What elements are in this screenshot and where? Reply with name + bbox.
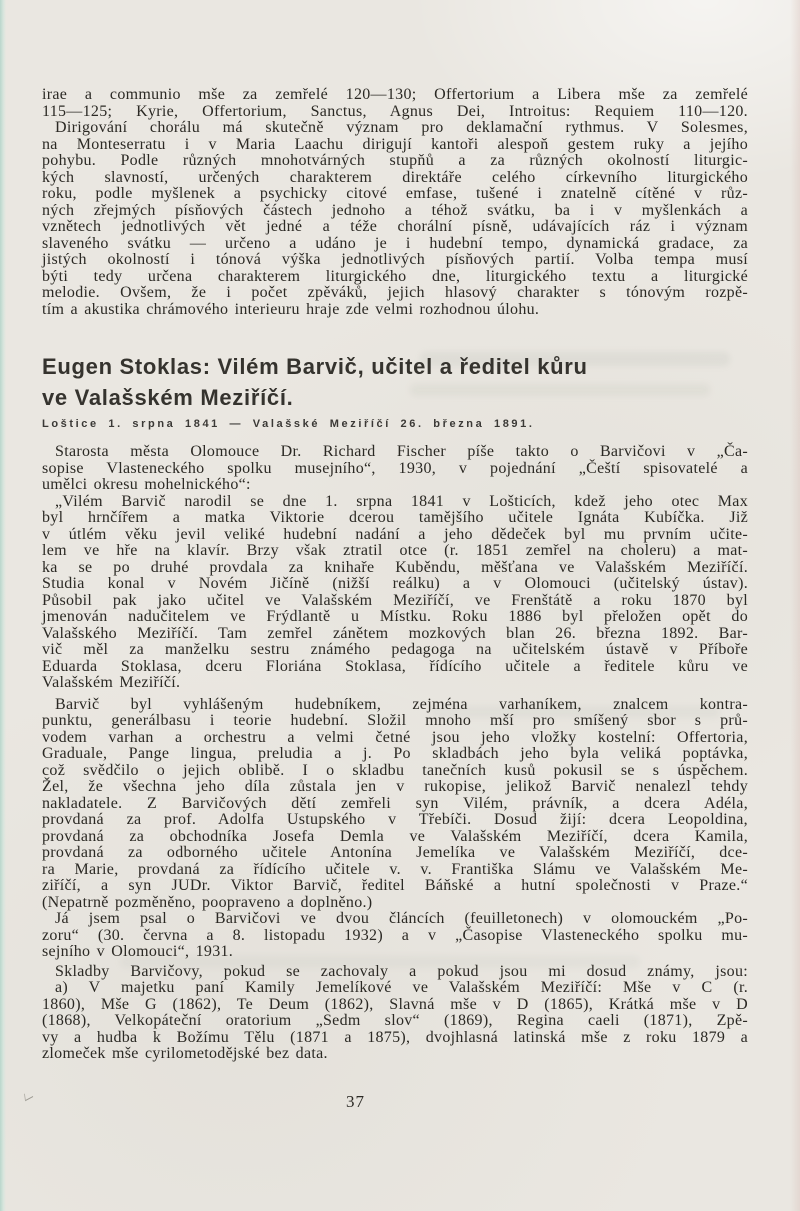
text-line: 1860), Mše G (1862), Te Deum (1862), Slavná mše v D (1865), Krátká mše v D	[42, 995, 748, 1013]
text-line: irae a communio mše za zemřelé 120—130; Offertorium a Libera mše za zemřelé	[42, 86, 748, 103]
text-line: (Nepatrně pozměněno, poopraveno a doplněno.)	[42, 893, 373, 911]
text-line: vy a hudba k Božímu Tělu (1871 a 1875), dvojhlasná latinská mše z roku 1879 a	[42, 1028, 748, 1046]
text-line: byl hrnčířem a matka Viktorie dcerou tamějšího učitele Ignáta Kubíčka. Již	[42, 509, 748, 526]
text-line: v útlém věku jevil veliké hudební nadání a jeho dědeček byl mu prvním učite-	[42, 525, 748, 543]
text-line: zoru“ (30. června a 8. listopadu 1932) a v „Časopise Vlasteneckého spolku mu-	[42, 926, 748, 944]
text-line: melodie. Ovšem, že i počet zpěváků, jejich hlasový charakter s tónovým rozpě-	[42, 284, 748, 301]
text-line: ka se po druhé provdala za knihaře Kuběndu, měšťana ve Valašském Meziříčí.	[42, 558, 748, 576]
text-line: jistých okolností i tónová výška jednotlivých písňových partií. Volba tempa musí	[42, 251, 748, 268]
text-line: jmenován nadučitelem ve Frýdlantě u Místku. Roku 1886 byl přeložen opět do	[42, 608, 748, 625]
text-line: Valašském Meziříčí.	[42, 674, 181, 691]
text-line: 115—125; Kyrie, Offertorium, Sanctus, Agnus Dei, Introitus: Requiem 110—120.	[42, 102, 748, 120]
paragraph	[42, 494, 748, 692]
text-line: vodem varhan a orchestru a velmi četné jsou jeho vložky kostelní: Offertoria,	[42, 728, 748, 746]
text-line: Graduale, Pange lingua, preludia a j. Po skladbách jeho byla veliká poptávka,	[42, 745, 748, 762]
article-heading	[42, 351, 748, 413]
text-line: provdaná za obchodníka Josefa Demla ve Valašském Meziříčí, dcera Kamila,	[42, 827, 748, 845]
text-line: roku, podle myšlenek a psychicky citové emfase, tušené i znatelně cítěné v růz-	[42, 185, 748, 202]
text-line: Dirigování chorálu má skutečně význam pro deklamační rythmus. V Solesmes,	[55, 119, 748, 136]
text-line: umělci okresu mohelnického“:	[42, 476, 251, 493]
text-line: Skladby Barvičovy, pokud se zachovaly a pokud jsou mi dosud známy, jsou:	[55, 962, 748, 980]
text-line: nakladatele. Z Barvičových dětí zemřeli syn Vilém, právník, a dcera Adéla,	[42, 794, 748, 812]
text-line: ziříčí, a syn JUDr. Viktor Barvič, ředitel Báňské a hutní společnosti v Praze.“	[42, 877, 748, 894]
text-line: Studia konal v Novém Jičíně (nižší reálku) a v Olomouci (učitelský ústav).	[42, 575, 748, 592]
text-line: „Vilém Barvič narodil se dne 1. srpna 1841 v Lošticích, kdež jeho otec Max	[55, 492, 748, 510]
page-number: 37	[346, 1092, 365, 1111]
ink-speck	[24, 1090, 33, 1101]
text-line: punktu, generálbasu i teorie hudební. Složil mnoho mší pro smíšený sbor s prů-	[42, 712, 748, 729]
paragraph	[42, 120, 748, 318]
text-line: Valašského Meziříčí. Tam zemřel zánětem mozkových blan 26. března 1892. Bar-	[42, 624, 748, 642]
paragraph	[42, 895, 748, 912]
page-content	[42, 87, 748, 1063]
article-dateline: Loštice 1. srpna 1841 — Valašské Meziříčí 26. března 1891.	[42, 418, 535, 430]
intro-text-block	[42, 87, 748, 318]
paragraph	[42, 980, 748, 1063]
text-line: provdaná za odborného učitele Antonína Jemelíka ve Valašském Meziříčí, dce-	[42, 844, 748, 861]
text-line: vič měl za manželku sestru známého pedagoga na učitelském ústavě v Příboře	[42, 641, 748, 658]
article-body-block	[42, 444, 748, 1063]
text-line: Já jsem psal o Barvičovi ve dvou článcích (feuilletonech) v olomouckém „Po-	[55, 910, 748, 927]
text-line: býti tedy určena charakterem liturgického dne, liturgického textu a liturgické	[42, 267, 748, 285]
text-line: lem ve hře na klavír. Brzy však ztratil otce (r. 1851 zemřel na choleru) a mat-	[42, 542, 748, 559]
paper-right-edge	[790, 0, 800, 1211]
paragraph	[42, 444, 748, 494]
article-heading-line1: Eugen Stoklas: Vilém Barvič, učitel a ředitel kůru	[42, 354, 588, 379]
text-line: ra Marie, provdaná za řídícího učitele v. v. Františka Slámu ve Valašském Me-	[42, 860, 748, 878]
text-line: Působil pak jako učitel ve Valašském Meziříčí, ve Frenštátě a roku 1870 byl	[42, 591, 748, 609]
text-line: vznětech jednotlivých vět jedné a téže chorální písně, udávajících ráz i význam	[42, 218, 748, 235]
text-line: Starosta města Olomouce Dr. Richard Fischer píše takto o Barvičovi v „Ča-	[55, 443, 748, 460]
text-line: (1868), Velkopáteční oratorium „Sedm slov“ (1869), Regina caeli (1871), Zpě-	[42, 1012, 748, 1029]
paragraph	[42, 87, 748, 120]
text-line: tím a akustika chrámového interieuru hraje zde velmi rozhodnou úlohu.	[42, 300, 540, 318]
text-line: pohybu. Podle různých mnohotvárných stupňů a za různých okolností liturgic-	[42, 152, 748, 169]
text-line: zlomeček mše cyrilometodějské bez data.	[42, 1045, 328, 1062]
text-line: což svědčilo o jejich oblibě. I o skladbu tanečních kusů pokusil se s úspěchem.	[42, 761, 748, 779]
paragraph	[42, 964, 748, 981]
text-line: Barvič byl vyhlášeným hudebníkem, zejména varhaníkem, znalcem kontra-	[55, 695, 748, 713]
text-line: ných zřejmých písňových částech jednoho a téhož svátku, ba i v myšlenkách a	[42, 201, 748, 219]
text-line: provdaná za prof. Adolfa Ustupského v Třebíči. Dosud žijí: dcera Leopoldina,	[42, 811, 748, 828]
text-line: Eduarda Stoklasa, dceru Floriána Stoklasa, řídícího učitele a ředitele kůru ve	[42, 657, 748, 675]
paragraph	[42, 697, 748, 895]
text-line: na Monteserratu i v Maria Laachu dirigují kantoři alespoň gestem ruky a jejího	[42, 135, 748, 153]
text-line: sopise Vlasteneckého spolku musejního“, 1930, v pojednání „Čeští spisovatelé a	[42, 459, 748, 477]
text-line: Žel, že všechna jeho díla zůstala jen v rukopise, jelikož Barvič nenalezl tehdy	[42, 778, 748, 795]
text-line: a) V majetku paní Kamily Jemelíkové ve Valašském Meziříčí: Mše v C (r.	[55, 979, 748, 996]
text-line: kých slavností, určených charakterem direktáře celého církevního liturgického	[42, 168, 748, 186]
text-line: sejního v Olomouci“, 1931.	[42, 943, 234, 960]
text-line: slaveného svátku — určeno a udáno je i hudební tempo, dynamická gradace, za	[42, 234, 748, 252]
article-heading-line2: ve Valašském Meziříčí.	[42, 385, 294, 410]
paragraph	[42, 911, 748, 961]
paper-left-edge	[0, 0, 6, 1211]
